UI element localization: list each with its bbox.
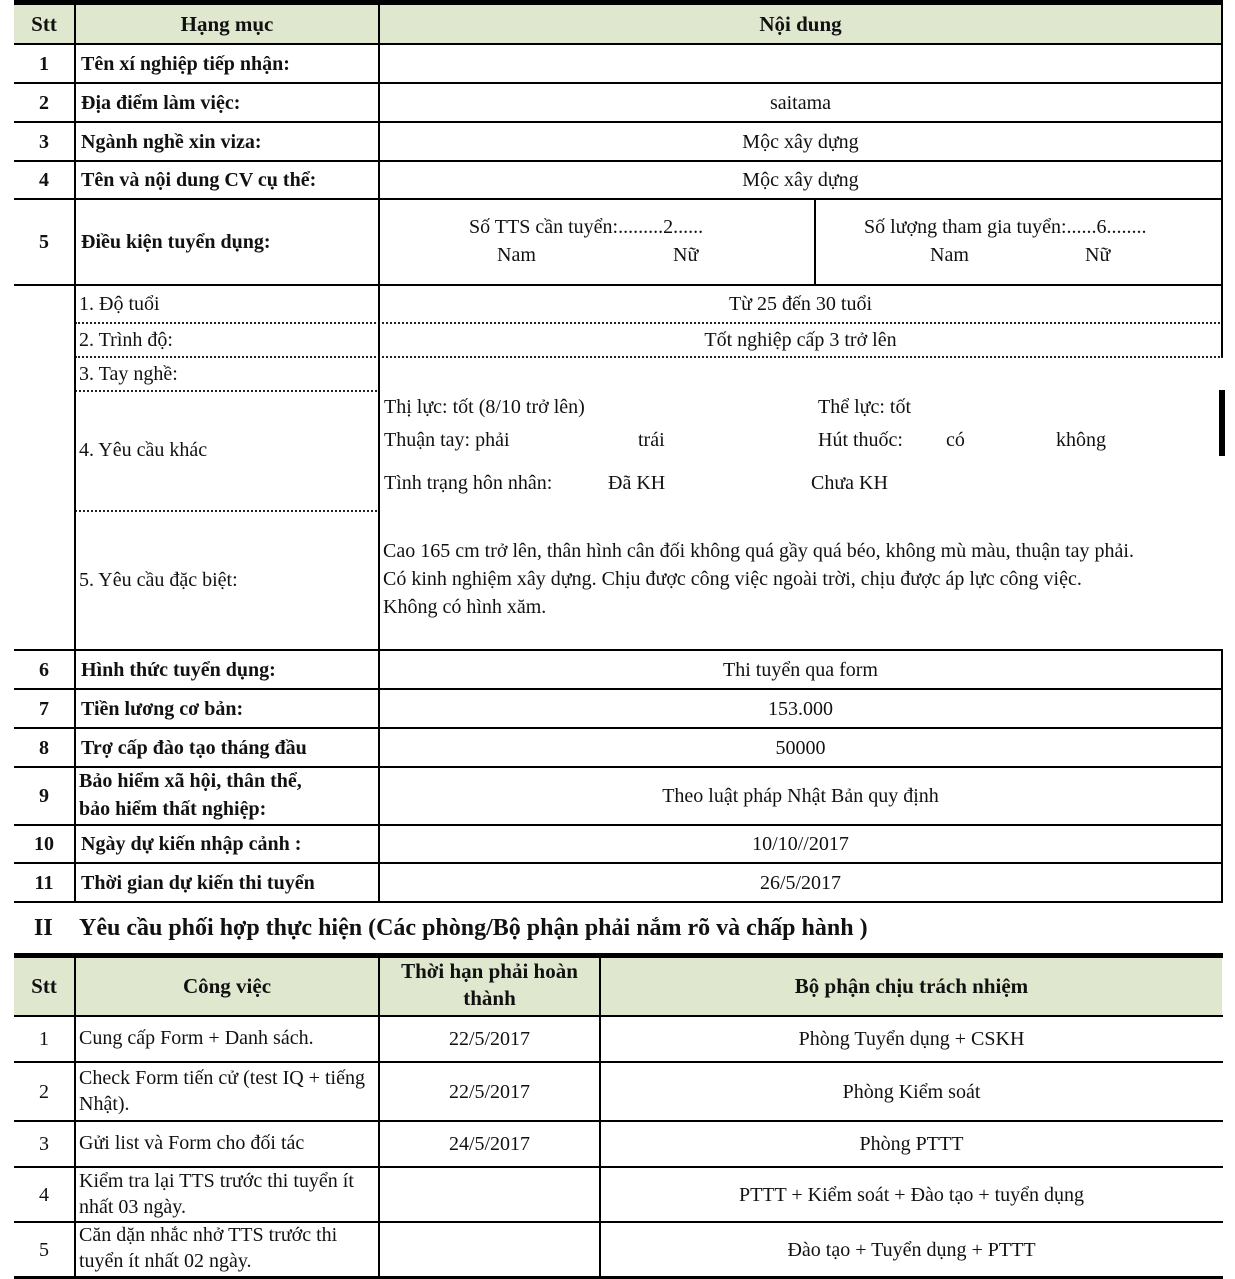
handedness: Thuận tay: phải [384,429,510,451]
row-stt: 3 [39,130,49,153]
row-label: bảo hiểm thất nghiệp: [79,798,267,820]
row-stt: 11 [34,871,54,894]
row-stt: 8 [39,736,49,759]
row-label: Tên xí nghiệp tiếp nhận: [81,52,290,75]
row-department: Phòng PTTT [859,1133,964,1155]
row-value: 26/5/2017 [759,871,842,894]
marital-married: Đã KH [608,472,666,494]
row-label: Trợ cấp đào tạo tháng đầu [81,736,307,759]
header-task: Công việc [182,974,272,998]
row-task: nhất 03 ngày. [79,1196,187,1218]
rule [1221,650,1223,902]
smoking-yes: có [946,429,965,451]
row-value: 10/10//2017 [752,833,849,855]
marital-status: Tình trạng hôn nhân: [384,472,553,494]
row-label: Ngành nghề xin viza: [81,130,262,153]
row-label: Điều kiện tuyển dụng: [81,231,271,253]
rule [1221,4,1223,285]
tts-male: Nam [497,244,536,266]
participants: Số lượng tham gia tuyển:......6........ [864,216,1147,238]
row-value: Mộc xây dựng [742,130,859,153]
row-department: PTTT + Kiểm soát + Đào tạo + tuyển dụng [738,1183,1085,1206]
eyesight: Thị lực: tốt (8/10 trở lên) [384,396,585,418]
row-value: saitama [769,91,832,114]
row-label: Bảo hiểm xã hội, thân thể, [79,770,302,792]
rule [1221,285,1223,357]
row-task: Check Form tiến cử (test IQ + tiếng [79,1067,365,1089]
row-label: Tên và nội dung CV cụ thể: [81,169,317,191]
row-deadline: 22/5/2017 [448,1028,531,1050]
rule [75,356,1223,358]
education-label: 2. Trình độ: [79,329,173,351]
row-stt: 10 [34,833,54,855]
row-stt: 6 [39,658,49,681]
education-value: Tốt nghiệp cấp 3 trở lên [704,329,897,351]
header-stt: Stt [31,974,57,998]
row-label: Tiền lương cơ bản: [81,697,244,720]
rule [75,510,377,512]
header-deadline [380,958,599,1012]
tts-needed: Số TTS cần tuyển:.........2...... [469,216,704,238]
row-value: 50000 [775,736,826,759]
row-deadline [380,1222,599,1277]
header-department: Bộ phận chịu trách nhiệm [794,974,1029,998]
row-task: Kiểm tra lại TTS trước thi tuyển ít [79,1170,354,1192]
special-line: Có kinh nghiệm xây dựng. Chịu được công việc ngoài trời, chịu được áp lực công việc. [383,568,1082,590]
physical: Thể lực: tốt [818,396,912,418]
row-department: Phòng Tuyển dụng + CSKH [798,1028,1025,1050]
row-value: Theo luật pháp Nhật Bản quy định [662,785,939,807]
row-stt: 4 [39,169,49,191]
smoking: Hút thuốc: [818,429,903,451]
row-task: Căn dặn nhắc nhở TTS trước thi [79,1224,338,1246]
age-label: 1. Độ tuổi [79,293,160,315]
special-requirements-label: 5. Yêu cầu đặc biệt: [79,569,238,591]
special-line: Không có hình xăm. [383,596,547,618]
row-stt: 2 [39,91,49,114]
header-content: Nội dung [759,12,842,36]
smoking-no: không [1056,429,1106,451]
participants-female: Nữ [1085,244,1111,266]
row-stt: 2 [39,1080,49,1103]
header-deadline-line: thành [463,986,516,1010]
section-number: II [34,915,53,941]
row-task: Cung cấp Form + Danh sách. [79,1027,314,1049]
header-stt: Stt [31,12,57,36]
row-label: Địa điểm làm việc: [81,91,241,114]
row-department: Đào tạo + Tuyển dụng + PTTT [787,1238,1036,1261]
row-deadline [380,1167,599,1222]
age-value: Từ 25 đến 30 tuổi [728,293,873,315]
handedness-left: trái [638,429,665,451]
tts-female: Nữ [673,244,699,266]
row-deadline: 22/5/2017 [448,1080,531,1103]
row-label: Hình thức tuyển dụng: [81,658,276,681]
rule [814,199,816,285]
marital-single: Chưa KH [811,472,888,494]
row-label: Ngày dự kiến nhập cảnh : [81,833,302,855]
row-stt: 1 [39,1028,49,1050]
row-value: Mộc xây dựng [742,169,859,191]
rule [75,390,377,392]
margin-bar [1219,390,1225,456]
row-stt: 9 [39,785,49,807]
other-requirements-label: 4. Yêu cầu khác [79,439,208,461]
row-task: Nhật). [79,1093,130,1115]
row-stt: 4 [39,1183,49,1206]
row-stt: 5 [39,231,49,253]
row-task: Gửi list và Form cho đối tác [79,1132,305,1154]
row-stt: 1 [39,52,49,75]
row-deadline: 24/5/2017 [448,1133,531,1155]
row-stt: 7 [39,697,49,720]
special-line: Cao 165 cm trở lên, thân hình cân đối không quá gầy quá béo, không mù màu, thuận tay phải. [383,540,1134,562]
skill-label: 3. Tay nghề: [79,363,178,385]
section-title: Yêu cầu phối hợp thực hiện (Các phòng/Bộ phận phải nắm rõ và chấp hành ) [79,915,868,941]
row-task: tuyển ít nhất 02 ngày. [79,1250,252,1272]
row-stt: 5 [39,1238,49,1261]
row-stt: 3 [39,1133,49,1155]
header-category: Hạng mục [180,12,274,36]
row-value [380,44,1221,83]
row-department: Phòng Kiểm soát [842,1080,981,1103]
header-deadline-line: Thời hạn phải hoàn [401,959,578,983]
row-value: 153.000 [768,697,833,720]
row-label: Thời gian dự kiến thi tuyển [81,871,315,894]
row-value: Thi tuyển qua form [723,658,878,681]
participants-male: Nam [930,244,969,266]
